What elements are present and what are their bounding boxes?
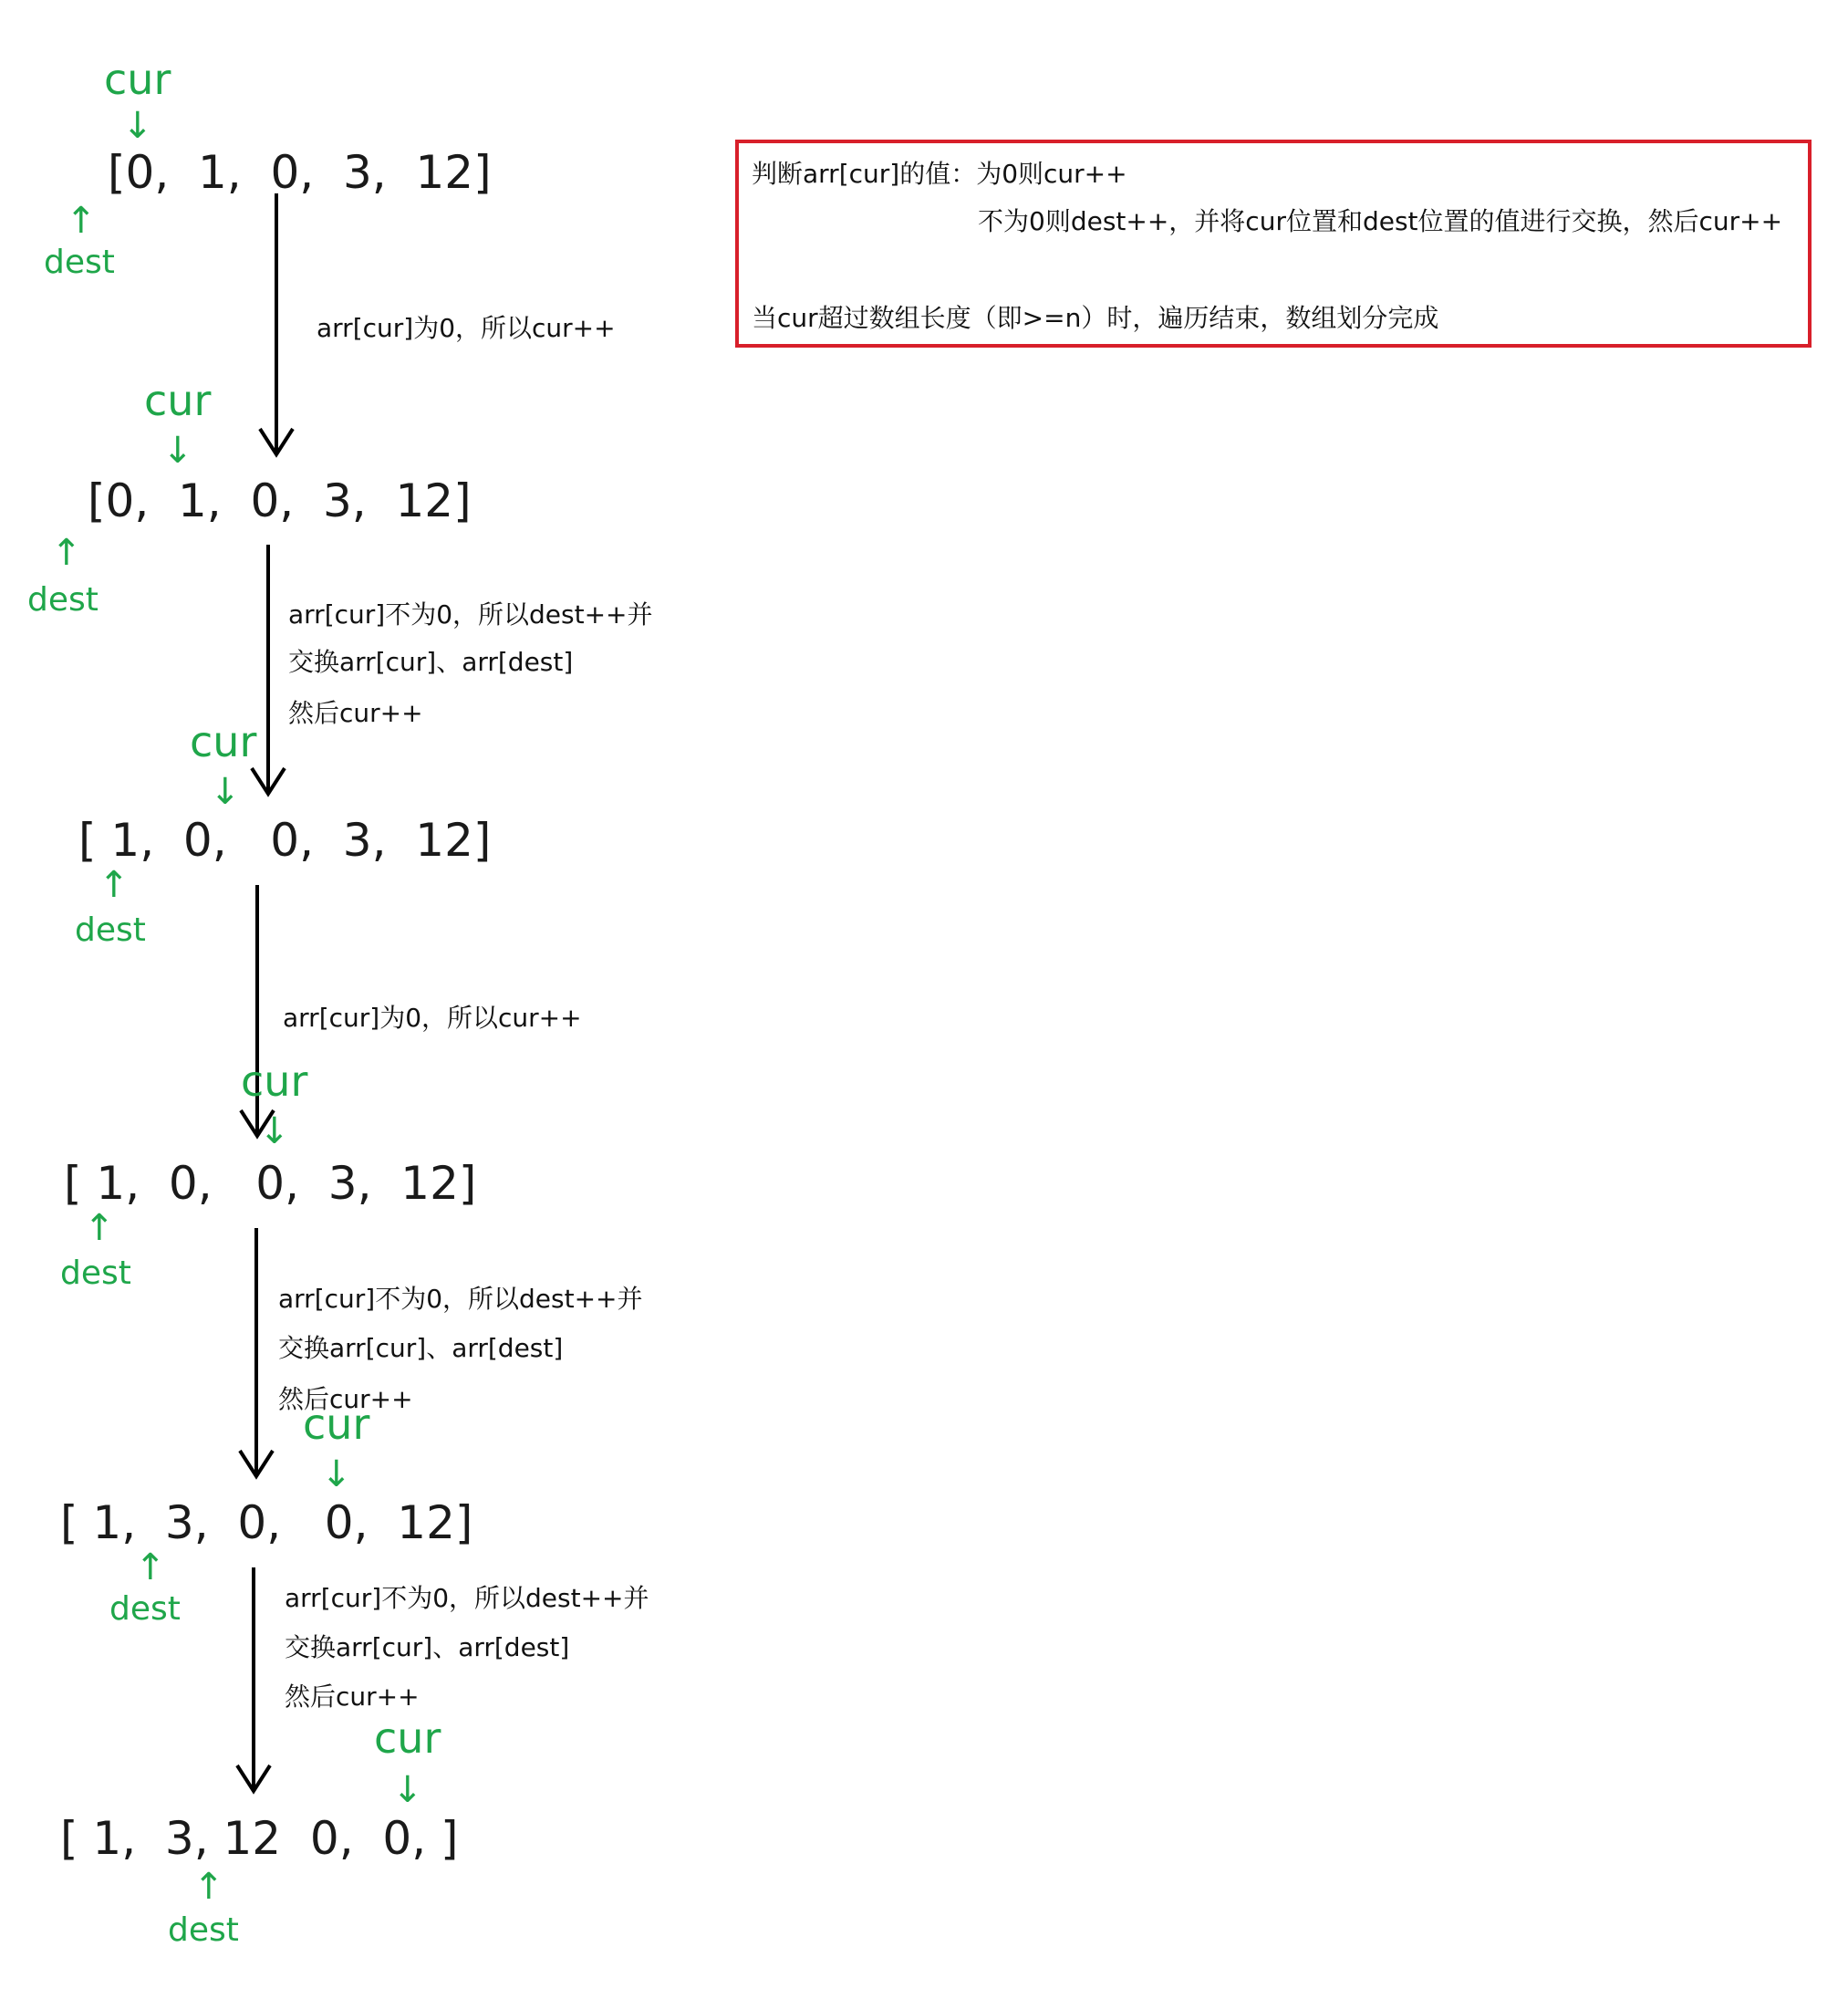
arrow-up-icon: ↑ [51,532,82,574]
arrow-down-icon: ↓ [392,1769,423,1811]
transition-4-line-1: arr[cur]不为0，所以dest++并 [278,1284,643,1314]
transition-2-line-1: arr[cur]不为0，所以dest++并 [288,599,653,630]
arrow-up-icon: ↑ [193,1866,224,1908]
arrow-up-icon: ↑ [84,1207,115,1249]
rule-box [735,140,1812,348]
rule-line-3: 当cur超过数组长度（即>=n）时，遍历结束，数组划分完成 [752,303,1439,333]
flow-arrow-4 [240,1228,273,1476]
transition-5-line-1: arr[cur]不为0，所以dest++并 [285,1583,649,1613]
cur-label: cur [241,1057,308,1106]
transition-2-line-3: 然后cur++ [288,698,423,728]
transition-4-line-3: 然后cur++ [278,1384,413,1414]
transition-5-line-3: 然后cur++ [285,1681,420,1712]
array-state-5: [ 1, 3, 0, 0, 12] [60,1496,473,1549]
dest-label: dest [168,1911,239,1949]
dest-label: dest [44,244,115,281]
cur-label: cur [374,1713,441,1763]
transition-5-line-2: 交换arr[cur]、arr[dest] [285,1632,570,1662]
transition-3-line-1: arr[cur]为0，所以cur++ [283,1003,582,1033]
cur-label: cur [144,376,212,425]
dest-label: dest [60,1255,131,1292]
dest-label: dest [27,581,99,619]
arrow-down-icon: ↓ [122,105,153,147]
arrow-up-icon: ↑ [135,1546,166,1588]
rule-line-1: 判断arr[cur]的值：为0则cur++ [752,159,1127,189]
flow-arrow-5 [237,1567,270,1791]
flow-arrow-1 [260,193,293,454]
arrow-up-icon: ↑ [99,864,130,906]
array-state-3: [ 1, 0, 0, 3, 12] [78,814,492,867]
transition-2-line-2: 交换arr[cur]、arr[dest] [288,647,574,677]
flow-arrow-2 [252,545,285,794]
arrow-down-icon: ↓ [162,430,193,472]
array-state-4: [ 1, 0, 0, 3, 12] [64,1157,477,1210]
rule-line-2: 不为0则dest++，并将cur位置和dest位置的值进行交换，然后cur++ [978,206,1783,236]
array-state-2: [0, 1, 0, 3, 12] [88,474,472,527]
arrow-down-icon: ↓ [321,1453,352,1495]
arrow-down-icon: ↓ [259,1110,290,1152]
arrow-up-icon: ↑ [66,200,97,242]
cur-label: cur [104,55,171,104]
cur-label: cur [190,717,257,766]
dest-label: dest [109,1590,181,1628]
arrow-down-icon: ↓ [210,771,241,813]
cur-label: cur [303,1400,370,1449]
dest-label: dest [75,911,146,949]
transition-4-line-2: 交换arr[cur]、arr[dest] [278,1333,564,1363]
transition-1-line-1: arr[cur]为0，所以cur++ [317,313,616,343]
array-state-1: [0, 1, 0, 3, 12] [108,146,492,199]
array-state-6: [ 1, 3, 12 0, 0, ] [60,1812,459,1865]
